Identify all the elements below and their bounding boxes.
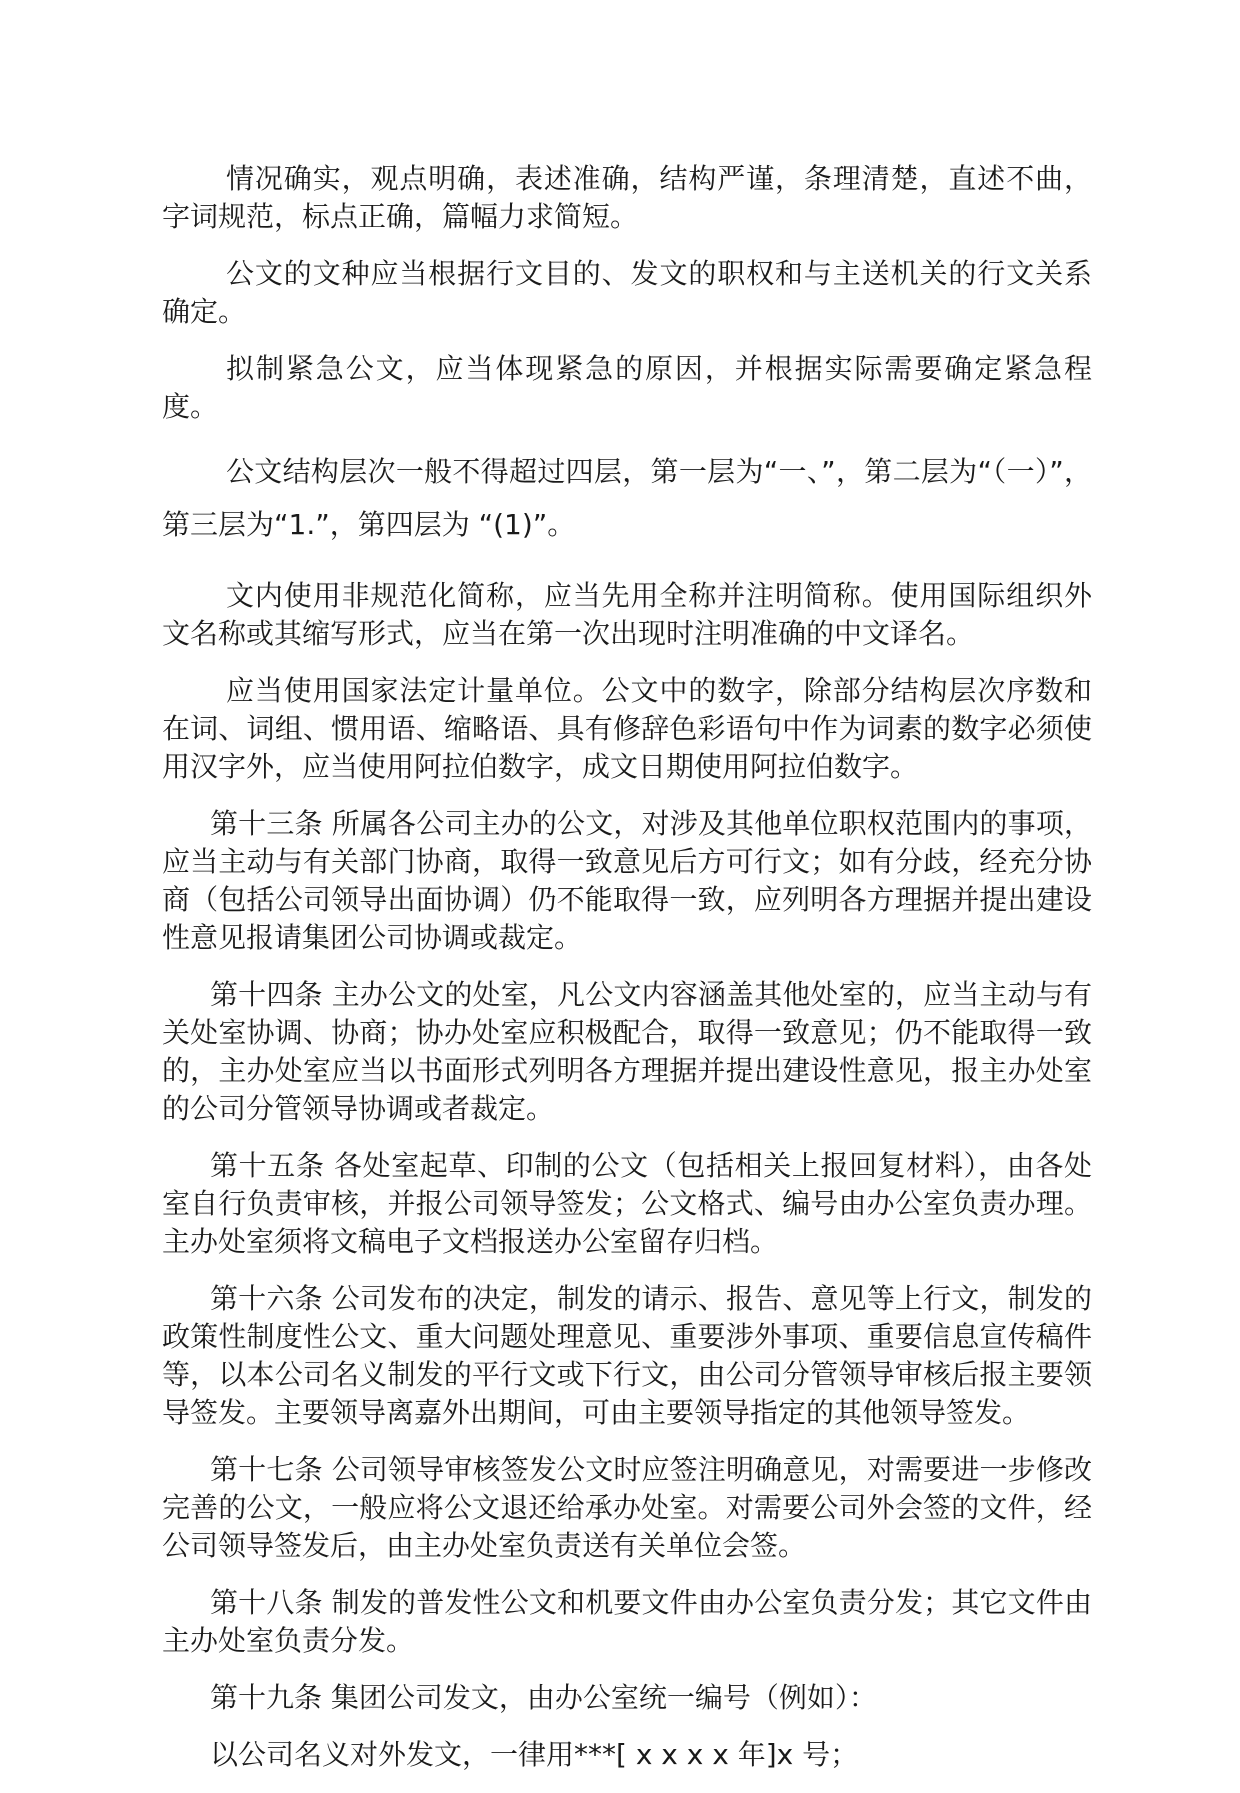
article-19: 第十九条 集团公司发文，由办公室统一编号（例如）： xyxy=(210,1681,877,1714)
article-15: 第十五条 各处室起草、印制的公文（包括相关上报回复材料），由各处室自行负责审核，并报公司领导签发；公文格式、编号由办公室负责办理。主办处室须将文稿电子文档报送办公室留存归档。 xyxy=(162,1149,1092,1258)
article-18: 第十八条 制发的普发性公文和机要文件由办公室负责分发；其它文件由主办处室负责分发。 xyxy=(162,1586,1092,1657)
article-14: 第十四条 主办公文的处室，凡公文内容涵盖其他处室的，应当主动与有关处室协调、协商；协办处室应积极配合，取得一致意见；仍不能取得一致的，主办处室应当以书面形式列明各方理据并提出建设性意见，报主办处室的公司分管领导协调或者裁定。 xyxy=(162,978,1092,1125)
numbering-rule-company: 以公司名义对外发文，一律用***[ x x x x 年]x 号； xyxy=(210,1738,859,1771)
article-17: 第十七条 公司领导审核签发公文时应签注明确意见，对需要进一步修改完善的公文，一般应将公文退还给承办处室。对需要公司外会签的文件，经公司领导签发后，由主办处室负责送有关单位会签。 xyxy=(162,1453,1092,1562)
article-16: 第十六条 公司发布的决定，制发的请示、报告、意见等上行文，制发的政策性制度性公文、重大问题处理意见、重要涉外事项、重要信息宣传稿件等，以本公司名义制发的平行文或下行文，由公司分管领导审核后报主要领导签发。主要领导离嘉外出期间，可由主要领导指定的其他领导签发。 xyxy=(162,1282,1092,1429)
paragraph-abbreviations: 文内使用非规范化简称，应当先用全称并注明简称。使用国际组织外文名称或其缩写形式，应当在第一次出现时注明准确的中文译名。 xyxy=(162,579,1092,650)
paragraph-writing-requirements: 情况确实，观点明确，表述准确，结构严谨，条理清楚，直述不曲，字词规范，标点正确，篇幅力求简短。 xyxy=(162,162,1092,233)
paragraph-structure-levels: 公文结构层次一般不得超过四层，第一层为“一、”，第二层为“（一）”，第三层为“1.”，第四层为 “(1)”。 xyxy=(162,455,1092,541)
paragraph-document-type: 公文的文种应当根据行文目的、发文的职权和与主送机关的行文关系确定。 xyxy=(162,257,1092,328)
paragraph-numbers-units: 应当使用国家法定计量单位。公文中的数字，除部分结构层次序数和在词、词组、惯用语、缩略语、具有修辞色彩语句中作为词素的数字必须使用汉字外，应当使用阿拉伯数字，成文日期使用阿拉伯数字。 xyxy=(162,674,1092,783)
article-13: 第十三条 所属各公司主办的公文，对涉及其他单位职权范围内的事项，应当主动与有关部门协商，取得一致意见后方可行文；如有分歧，经充分协商（包括公司领导出面协调）仍不能取得一致，应列明各方理据并提出建设性意见报请集团公司协调或裁定。 xyxy=(162,807,1092,954)
paragraph-urgent-documents: 拟制紧急公文，应当体现紧急的原因，并根据实际需要确定紧急程度。 xyxy=(162,352,1092,423)
document-body xyxy=(162,160,1092,1793)
